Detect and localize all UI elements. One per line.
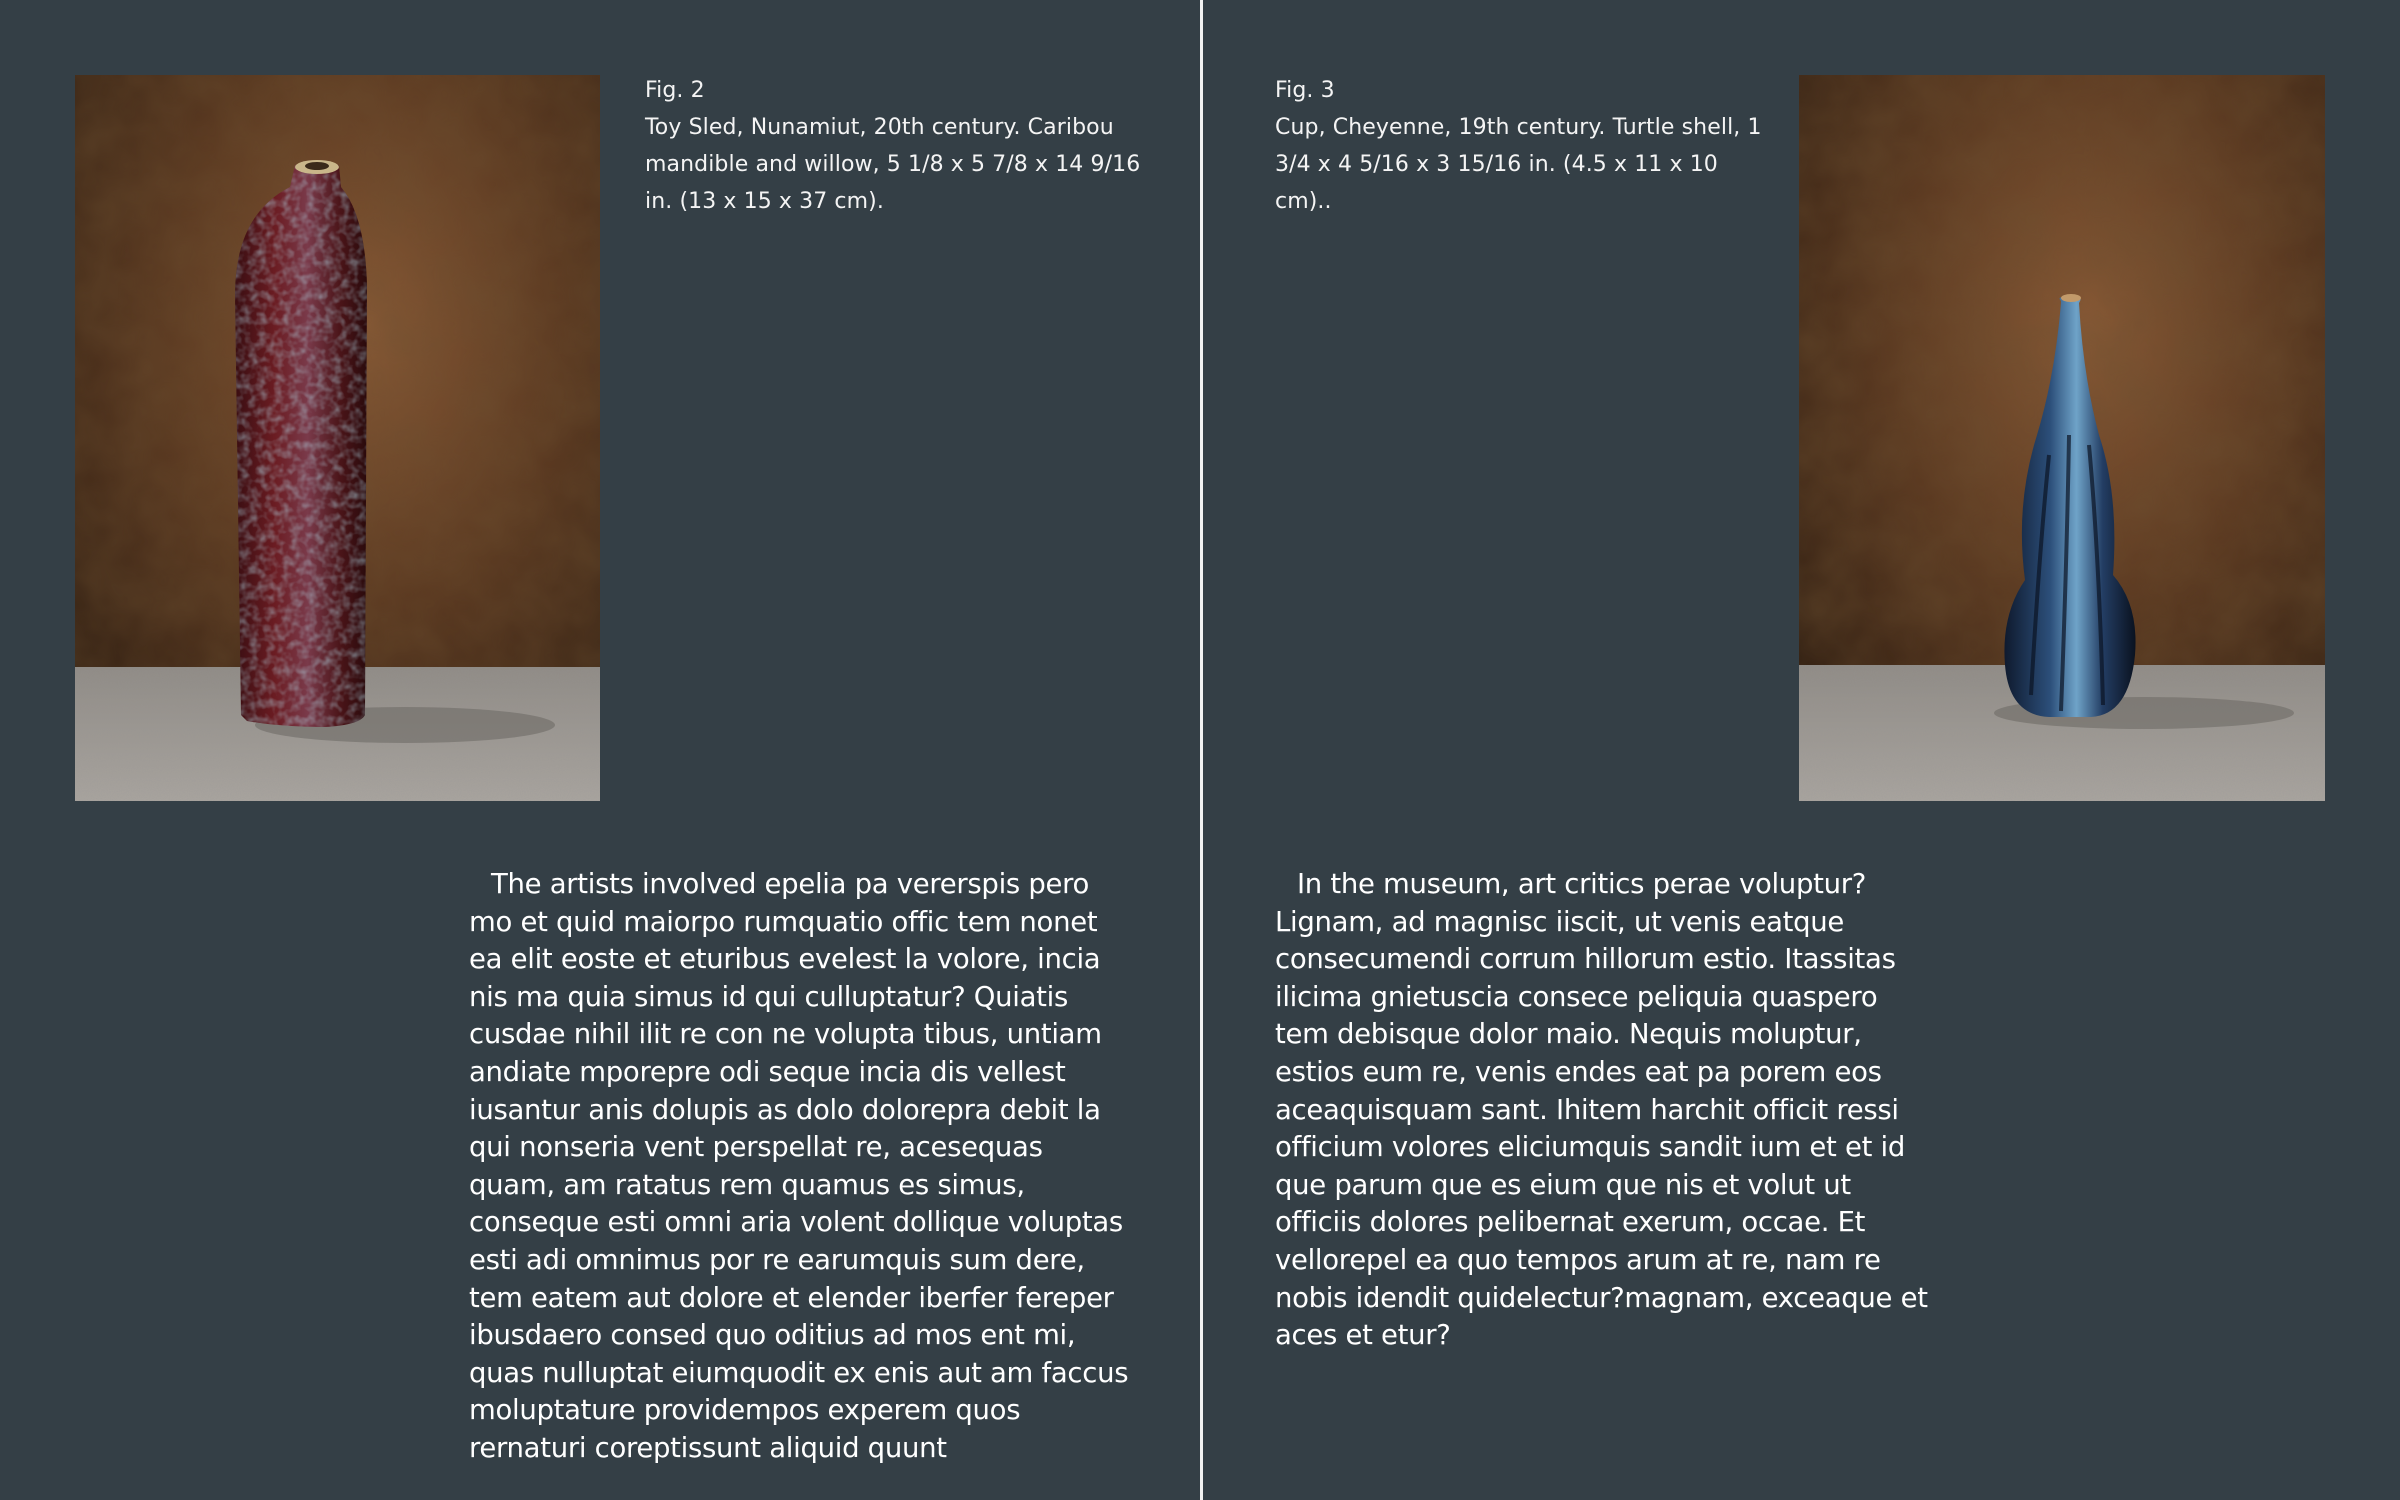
right-page — [1203, 0, 2400, 1500]
figure-3-photo — [1799, 75, 2325, 801]
left-body-text: The artists involved epelia pa vererspis pero mo et quid maiorpo rumquatio offic tem nonet ea elit eoste et eturibus evelest la volore, incia nis ma quia simus id qui culluptatur? Quiatis cusdae nihil ilit re con ne volupta tibus, untiam andiate mporepre odi seque incia dis vellest iusantur anis dolupis as dolo dolorepra debit la qui nonseria vent perspellat re, acesequas quam, am ratatus rem quamus es simus, conseque esti omni aria volent dollique voluptas esti adi omnimus por re earumquis sum dere, tem eatem aut dolore et elender iberfer fereper ibusdaero consed quo oditius ad mos ent mi, quas nulluptat eiumquodit ex enis aut am faccus moluptature providempos experem quos rernaturi coreptissunt aliquid quunt — [469, 868, 1129, 1464]
right-body-text: In the museum, art critics perae voluptur? Lignam, ad magnisc iiscit, ut venis eatque consecumendi corrum hillorum estio. Itassitas ilicima gnietuscia consece peliquia quaspero tem debisque dolor maio. Nequis moluptur, estios eum re, venis endes eat pa porem eos aceaquisquam sant. Ihitem harchit officit ressi officium volores eliciumquis sandit ium et et id que parum que es eium que nis et volut ut officiis dolores pelibernat exerum, occae. Et vellorepel ea quo tempos arum at re, nam re nobis idendit quidelectur?magnam, exceaque et aces et etur? — [1275, 868, 1928, 1352]
figure-3-caption — [1275, 72, 1775, 220]
figure-2-caption — [645, 72, 1145, 220]
figure-2-photo — [75, 75, 600, 801]
tall-vase-image — [75, 75, 600, 801]
gourd-vase-image — [1799, 75, 2325, 801]
figure-caption-text: Cup, Cheyenne, 19th century. Turtle shell, 1 3/4 x 4 5/16 x 3 15/16 in. (4.5 x 11 x 10 cm).. — [1275, 115, 1762, 214]
figure-label: Fig. 3 — [1275, 78, 1335, 103]
figure-caption-text: Toy Sled, Nunamiut, 20th century. Caribou mandible and willow, 5 1/8 x 5 7/8 x 14 9/16 in. (13 x 15 x 37 cm). — [645, 115, 1141, 214]
figure-label: Fig. 2 — [645, 78, 705, 103]
